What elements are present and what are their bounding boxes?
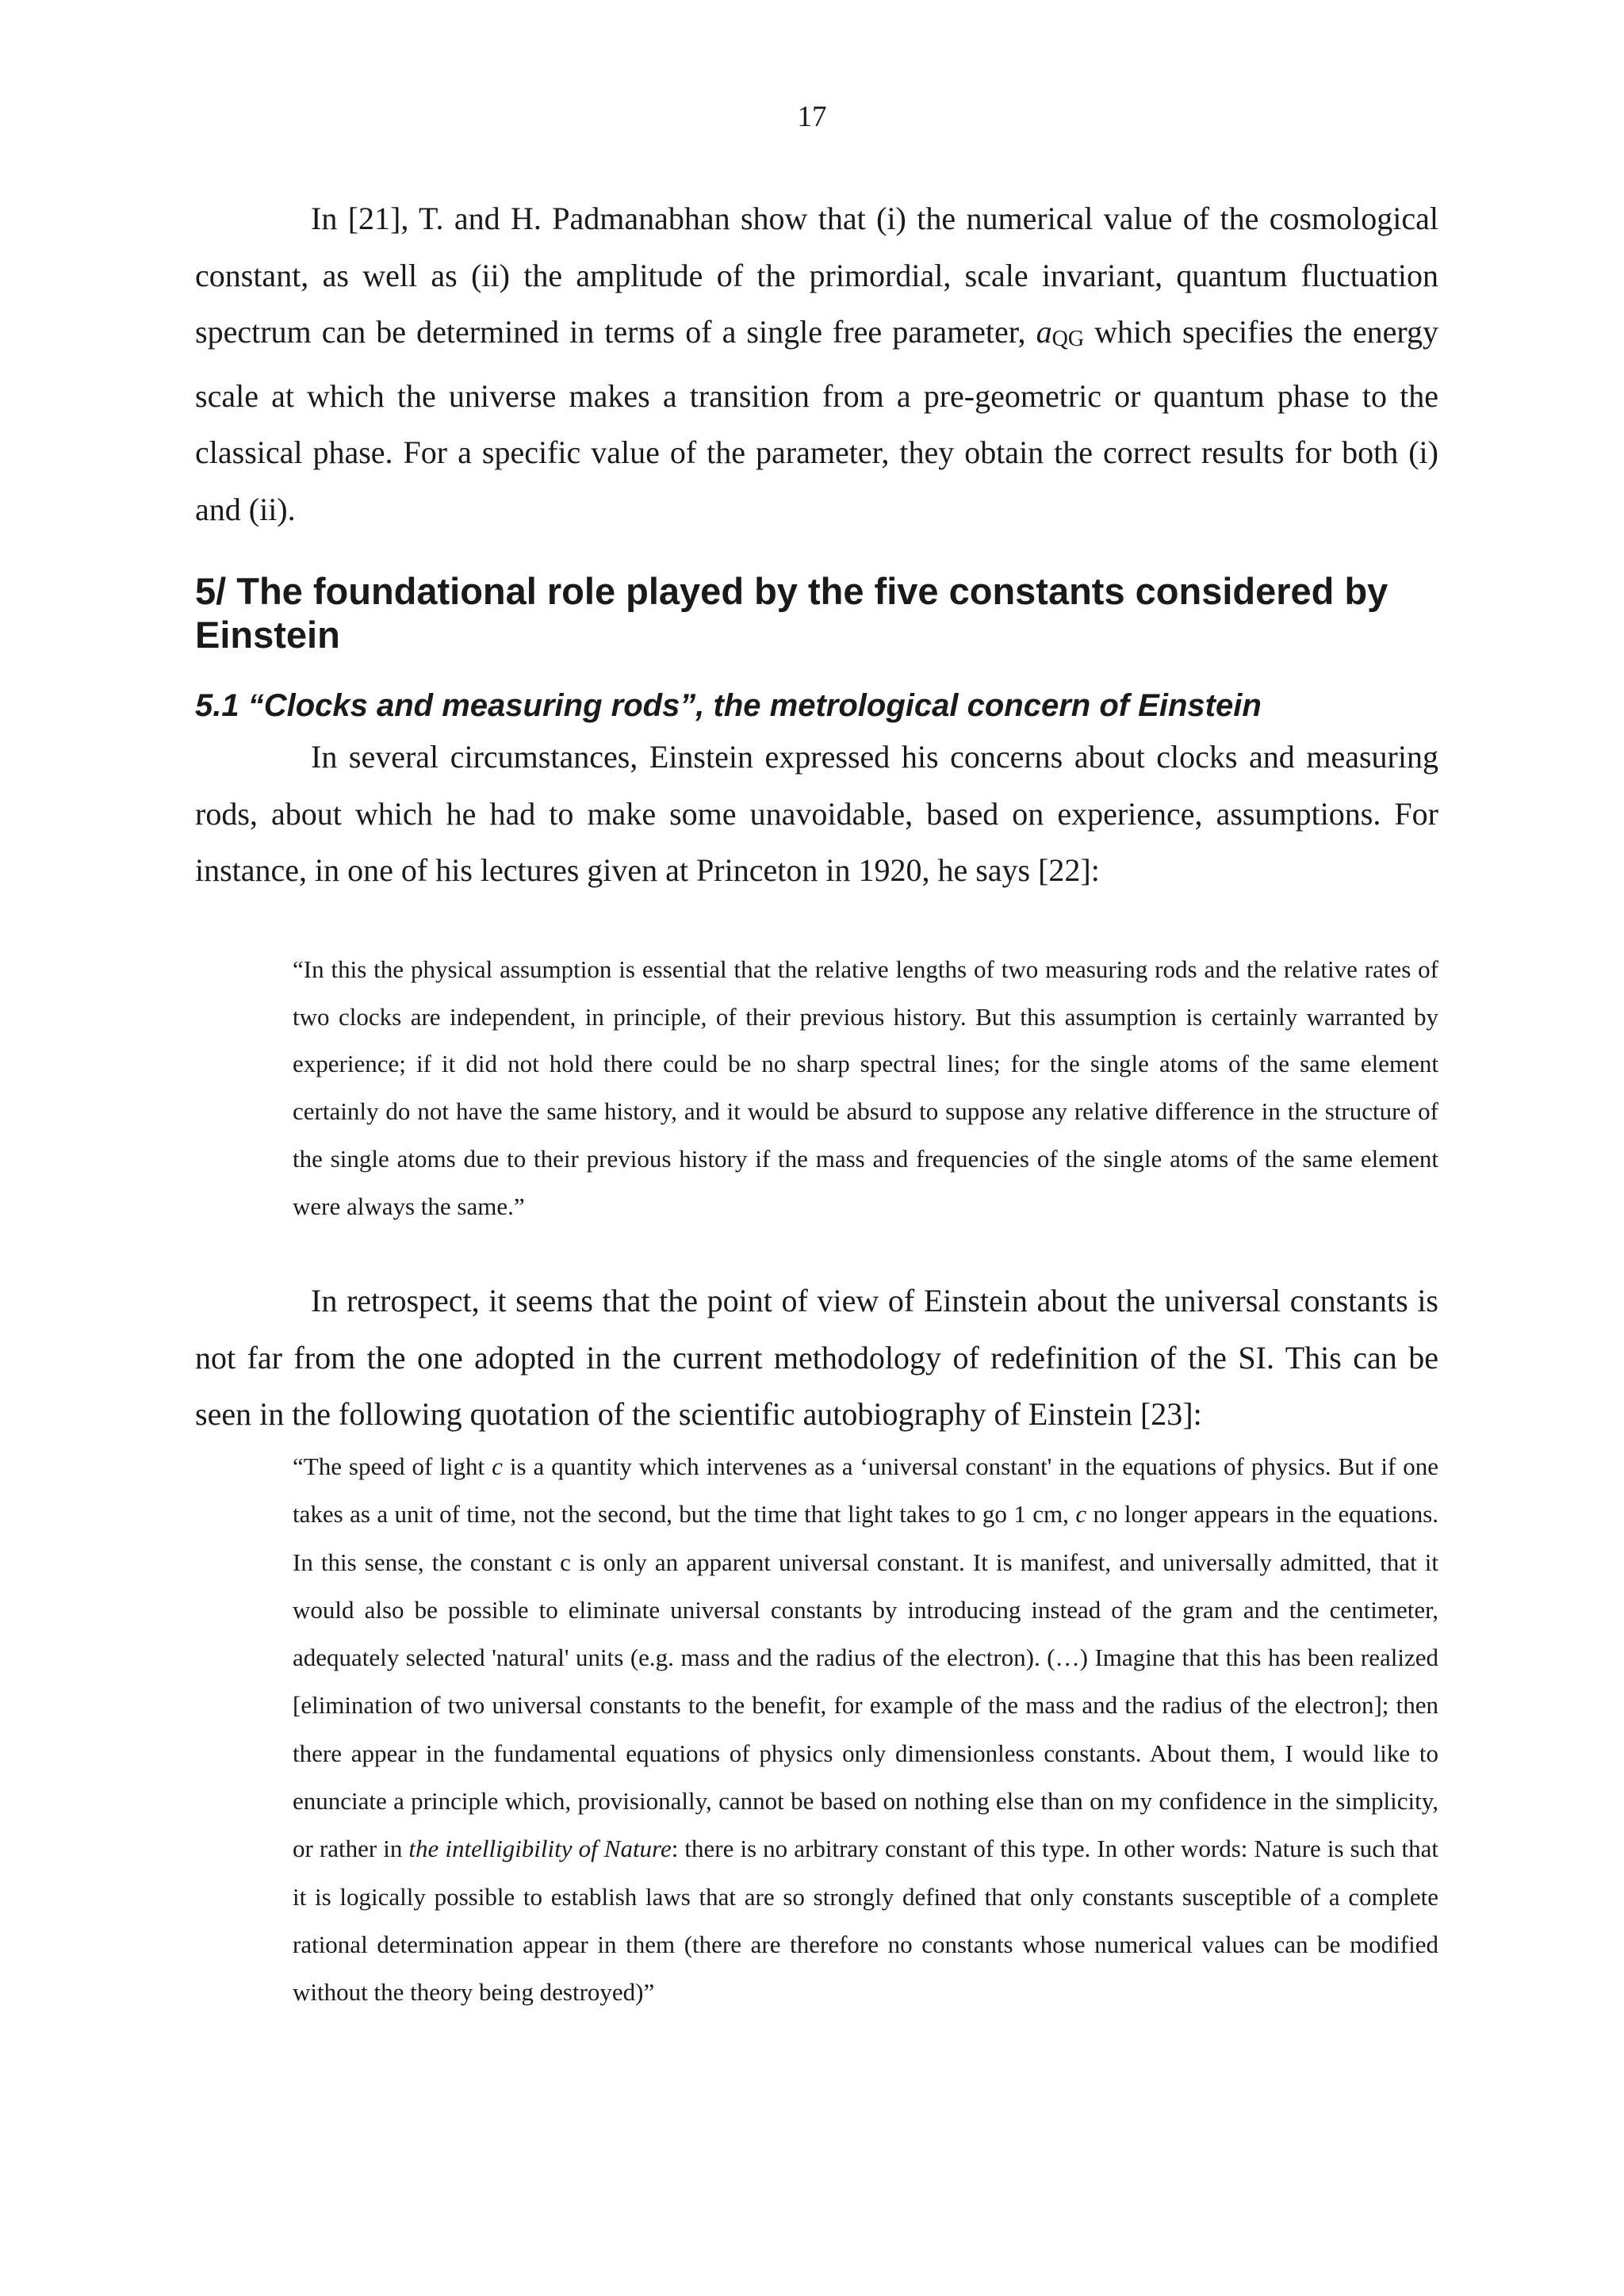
quote-emphasis: the intelligibility of Nature (408, 1835, 672, 1863)
parameter-symbol: a (1036, 314, 1052, 350)
paragraph-retrospect-text: In retrospect, it seems that the point of view of Einstein about the universal constants is not far from the one adopted in the current methodology of redefinition of the SI. This can be seen in the following quotation of the scientific autobiography of Einstein [23]: (195, 1283, 1438, 1432)
quote-autobiography-part-2: is a quantity which intervenes as a ‘universal constant' in the equations of physics. But if one takes as a unit of time, not the second, but the time that light takes to go 1 cm, (293, 1452, 1439, 1529)
paragraph-padmanabhan-tail: which specifies the energy scale at which the universe makes a transition from a pre-geometric or quantum phase to the classical phase. For a specific value of the parameter, they obtain the correct results for both (i) and (ii). (195, 314, 1438, 527)
speed-of-light-symbol: c (1075, 1500, 1087, 1529)
paragraph-padmanabhan-lead: In [21], T. and H. Padmanabhan show that (i) the numerical value of the cosmological constant, as well as (ii) the amplitude of the primordial, scale invariant, quantum fluctuation spectrum can be determined in terms of a single free parameter, (195, 201, 1438, 350)
section-heading: 5/ The foundational role played by the five constants considered by Einstein (195, 570, 1388, 656)
quote-autobiography-part-3: no longer appears in the equations. In this sense, the constant c is only an apparent universal constant. It is manifest, and universally admitted, that it would also be possible to eliminate universal constants by introducing instead of the gram and the centimeter, adequately selected 'natural' units (e.g. mass and the radius of the electron). (…) Imagine that this has been realized [elimination of two universal constants to the benefit, for example of the mass and the radius of the electron]; then there appear in the fundamental equations of physics only dimensionless constants. About them, I would like to enunciate a principle which, provisionally, cannot be based on nothing else than on my confidence in the simplicity, or rather in (293, 1500, 1439, 1863)
paragraph-clocks-rods-text: In several circumstances, Einstein expressed his concerns about clocks and measuring rods, about which he had to make some unavoidable, based on experience, assumptions. For instance, in one of his lectures given at Princeton in 1920, he says [22]: (195, 739, 1438, 888)
quote-autobiography-part-4: : there is no arbitrary constant of this type. In other words: Nature is such that it is logically possible to establish laws that are so strongly defined that only constants susceptible of a complete rational determination appear in them (there are therefore no constants whose numerical values can be modified without the theory being destroyed)” (293, 1835, 1439, 2007)
paragraph-retrospect (195, 1272, 1438, 1443)
parameter-subscript: QG (1051, 327, 1085, 351)
subsection-heading: 5.1 “Clocks and measuring rods”, the metrological concern of Einstein (195, 688, 1262, 723)
page-number: 17 (797, 101, 827, 133)
speed-of-light-symbol: c (492, 1452, 503, 1480)
quote-princeton-lecture: “In this the physical assumption is essential that the relative lengths of two measuring rods and the relative rates of two clocks are independent, in principle, of their previous history. But this assumption is certainly warranted by experience; if it did not hold there could be no sharp spectral lines; for the single atoms of the same element certainly do not have the same history, and it would be absurd to suppose any relative difference in the structure of the single atoms due to their previous history if the mass and frequencies of the single atoms of the same element were always the same.” (293, 955, 1438, 1220)
quote-autobiography-part-1: “The speed of light (293, 1452, 492, 1480)
quote-autobiography (293, 1443, 1438, 2017)
paragraph-padmanabhan (195, 190, 1438, 538)
paragraph-clocks-rods (195, 729, 1438, 899)
